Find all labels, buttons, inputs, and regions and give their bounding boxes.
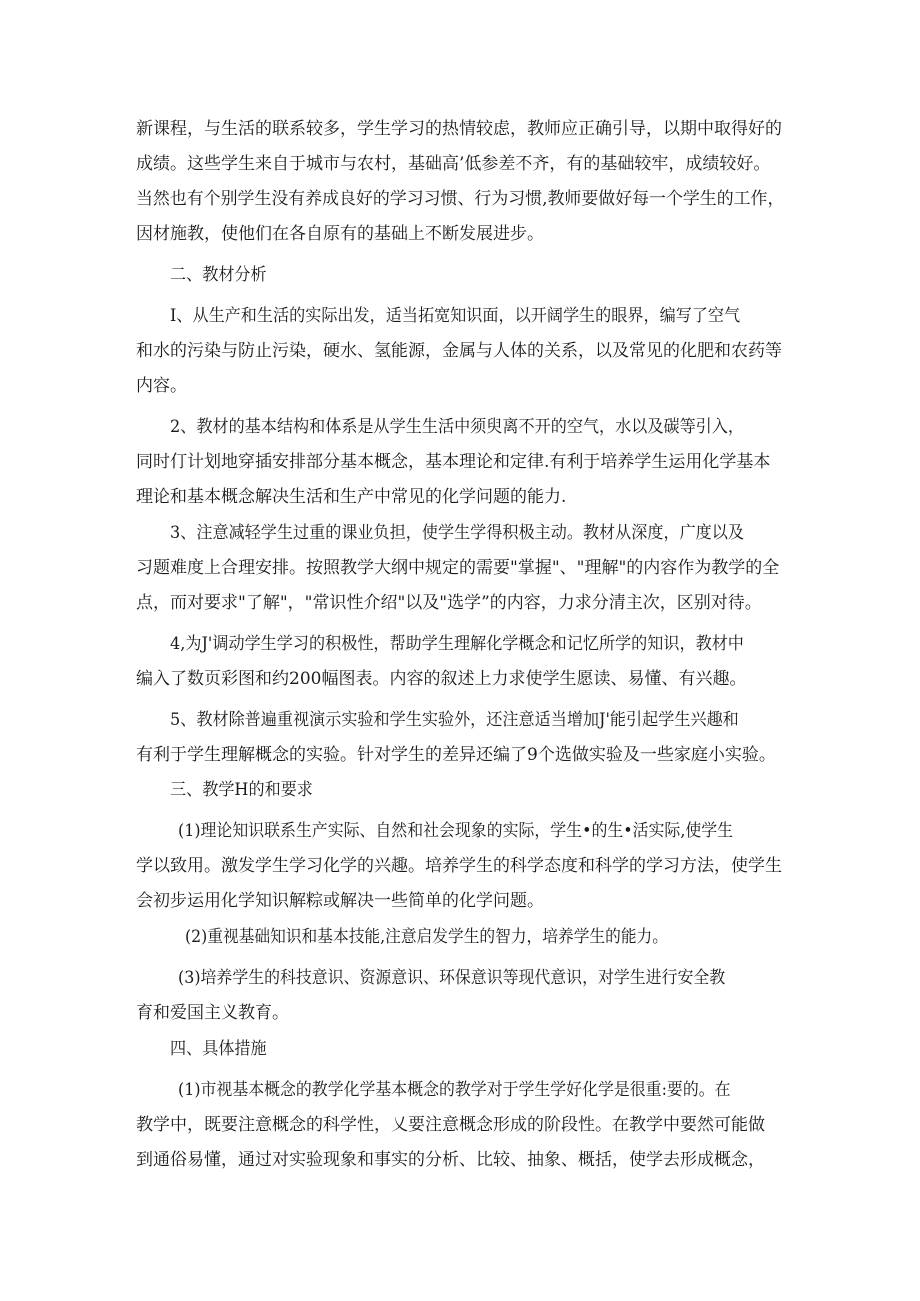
- body-line: 因材施教，使他们在各自原有的基础上不断发展进步。: [136, 224, 544, 244]
- section-heading: 二、教材分析: [170, 265, 267, 285]
- body-line: 编入了数页彩图和约200幅图表。内容的叙述上力求使学生愿读、易懂、有兴趣。: [136, 669, 747, 689]
- body-line: 2、教材的基本结构和体系是从学生生活中须臾离不开的空气，水以及碳等引入，: [170, 417, 745, 437]
- body-line: 理论和基本概念解决生活和生产中常见的化学问题的能力.: [136, 487, 567, 507]
- body-line: 点，而对要求"了解"，"常识性介绍"以及"选学”的内容，力求分清主次，区别对待。: [136, 593, 762, 613]
- body-line: I、从生产和生活的实际出发，适当拓宽知识面，以开阔学生的眼界，编写了空气: [170, 306, 741, 326]
- section-heading: 四、具体措施: [170, 1039, 267, 1059]
- body-line: (1)市视基本概念的教学化学基本概念的教学对于学生学好化学是很重:要的。在: [178, 1080, 731, 1100]
- body-line: 学以致用。激发学生学习化学的兴趣。培养学生的科学态度和科学的学习方法，使学生: [136, 856, 782, 876]
- body-line: (2)重视基础知识和基本技能,注意启发学生的智力，培养学生的能力。: [185, 927, 668, 947]
- body-line: (3)培养学生的科技意识、资源意识、环保意识等现代意识，对学生进行安全教: [178, 968, 726, 988]
- body-line: 和水的污染与防止污染，硬水、氢能源，金属与人体的关系，以及常见的化肥和农药等: [136, 341, 782, 361]
- body-line: 教学中，既要注意概念的科学性，乂要注意概念形成的阶段性。在教学中要然可能做: [136, 1115, 765, 1135]
- section-heading: 三、教学H的和要求: [170, 780, 313, 800]
- body-line: 3、注意减轻学生过重的课业负担，使学生学得积极主动。教材从深度，广度以及: [170, 523, 745, 543]
- body-line: 有利于学生理解概念的实验。针对学生的差异还编了9个选做实验及一些家庭小实验。: [136, 745, 776, 765]
- body-line: 新课程，与生活的联系较多，学生学习的热情较虑，教师应正确引导，以期中取得好的: [136, 119, 782, 139]
- body-line: 成绩。这些学生来自于城市与农村，基础高’低参差不齐，有的基础较牢，成绩较好。: [136, 154, 771, 174]
- body-line: 当然也有个别学生没有养成良好的学习习惯、行为习惯,教师要做好每一个学生的工作，: [136, 189, 785, 209]
- body-line: 内容。: [136, 376, 187, 396]
- body-line: (1)理论知识联系生产实际、自然和社会现象的实际，学生•的生•活实际,使学生: [178, 821, 734, 841]
- body-line: 会初步运用化学知识解粽或解决一些简单的化学问题。: [136, 891, 544, 911]
- body-line: 育和爱国主义教育。: [136, 1003, 289, 1023]
- body-line: 5、教材除普遍重视演示实验和学生实验外，还注意适当增加J'能引起学生兴趣和: [170, 710, 739, 730]
- body-line: 到通俗易懂，通过对实验现象和事实的分析、比较、抽象、概括，使学去形成概念，: [136, 1150, 765, 1170]
- body-line: 4,为J'调动学生学习的积极性，帮助学生理解化学概念和记忆所学的知识，教材中: [170, 634, 744, 654]
- body-line: 同时仃计划地穿插安排部分基本概念，基本理论和定律.有利于培养学生运用化学基本: [136, 452, 771, 472]
- body-line: 习题难度上合理安排。按照教学大纲中规定的需要"掌握"、"理解"的内容作为教学的全: [136, 558, 780, 578]
